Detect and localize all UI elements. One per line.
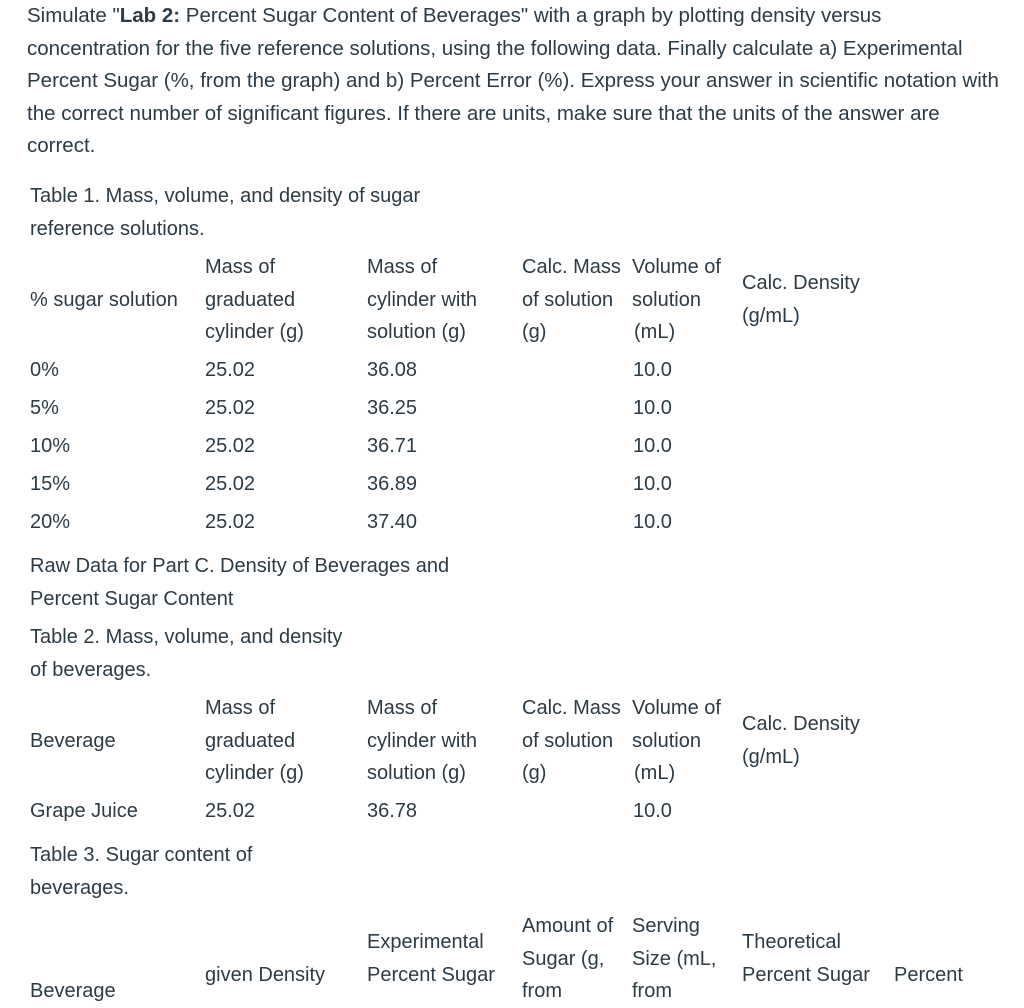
table2-header-cyl xyxy=(205,692,304,790)
table-row-vol: 10.0 xyxy=(633,397,672,419)
header-line: (g/mL) xyxy=(742,745,800,768)
table2-header-cylsol xyxy=(367,692,477,790)
table-row-cylsol: 36.78 xyxy=(367,800,418,822)
header-line: of solution xyxy=(522,288,614,311)
header-line: (mL) xyxy=(634,321,676,343)
header-line: Size (mL, xyxy=(632,947,717,970)
table-row-pct: 15% xyxy=(30,473,71,495)
header-line: Serving xyxy=(632,915,700,937)
table3-caption-line2: beverages. xyxy=(30,876,129,899)
table-row-pct: 10% xyxy=(30,435,71,457)
header-line: cylinder (g) xyxy=(205,321,304,343)
header-line: Percent Sugar xyxy=(742,963,870,986)
table3-caption xyxy=(30,839,252,904)
table-row-cyl: 25.02 xyxy=(205,435,256,457)
problem-post: Percent Sugar Content of Beverages" with a graph by plotting density versus concentration for the five reference solutions, using the following data. Finally calculate a) Experimental Percent Sugar (%, from the graph) and b) Percent Error (%). Express your answer in scientific notation with the correct number of significant figures. If there are units, make sure that the units of the answer are correct. xyxy=(27,4,999,157)
table1-caption-line2: reference solutions. xyxy=(30,217,205,240)
problem-statement xyxy=(27,0,1002,163)
table1-header-cylsol xyxy=(367,251,477,349)
partc-heading xyxy=(30,550,449,615)
table2-caption-line1: Table 2. Mass, volume, and density xyxy=(30,626,343,648)
header-line: graduated xyxy=(205,729,296,752)
header-line: of solution xyxy=(522,729,614,752)
table-row-vol: 10.0 xyxy=(633,359,672,381)
header-line: Sugar (g, xyxy=(522,947,605,970)
header-line: from xyxy=(522,980,562,1002)
partc-line1: Raw Data for Part C. Density of Beverages and xyxy=(30,555,450,577)
table2-header-density xyxy=(742,708,860,773)
header-line: solution (g) xyxy=(367,762,466,784)
header-line: cylinder (g) xyxy=(205,762,304,784)
partc-line2: Percent Sugar Content xyxy=(30,587,234,610)
header-line: Theoretical xyxy=(742,931,841,953)
table3-header-exp-pct xyxy=(367,926,495,991)
table-row-cyl: 25.02 xyxy=(205,397,256,419)
header-line: Volume of xyxy=(632,697,721,719)
table3-header-beverage: Beverage xyxy=(30,980,116,1002)
table-row-cyl: 25.02 xyxy=(205,359,256,381)
header-line: solution xyxy=(632,729,701,752)
table3-header-theoretical xyxy=(742,926,870,991)
problem-lab-title: Lab 2: xyxy=(119,4,181,27)
header-line: Calc. Mass xyxy=(522,697,621,719)
header-line: Calc. Density xyxy=(742,713,860,735)
table1-caption-line1: Table 1. Mass, volume, and density of sugar xyxy=(30,185,421,207)
header-line: graduated xyxy=(205,288,296,311)
table1-header-density xyxy=(742,267,860,332)
table2-header-volume xyxy=(632,692,721,790)
table1-header-mass xyxy=(522,251,621,349)
header-line: Experimental xyxy=(367,931,484,953)
header-line: cylinder with xyxy=(367,729,478,752)
table-row-cylsol: 36.08 xyxy=(367,359,418,381)
header-line: Mass of xyxy=(367,256,438,278)
header-line: Amount of xyxy=(522,915,614,937)
table2-header-mass xyxy=(522,692,621,790)
header-line: Mass of xyxy=(205,697,276,719)
table1-header-cyl xyxy=(205,251,304,349)
header-line: Calc. Mass xyxy=(522,256,621,278)
table-row-pct: 5% xyxy=(30,397,59,419)
table-row-cyl: 25.02 xyxy=(205,511,256,533)
table3-header-density: given Density xyxy=(205,964,326,986)
table-row-vol: 10.0 xyxy=(633,511,672,533)
header-line: Volume of xyxy=(632,256,721,278)
problem-pre: Simulate " xyxy=(27,4,120,27)
table2-caption xyxy=(30,621,342,686)
table-row-cyl: 25.02 xyxy=(205,473,256,495)
table3-header-serving xyxy=(632,910,716,1008)
table3-header-percent-error: Percent xyxy=(894,964,963,986)
table-row-vol: 10.0 xyxy=(633,473,672,495)
table-row-cylsol: 36.89 xyxy=(367,473,418,495)
table-row-pct: 20% xyxy=(30,511,71,533)
table3-header-sugar-amount xyxy=(522,910,613,1008)
header-line: Mass of xyxy=(367,697,438,719)
table2-header-beverage: Beverage xyxy=(30,730,116,752)
table-row-vol: 10.0 xyxy=(633,435,672,457)
header-line: (g/mL) xyxy=(742,304,800,327)
header-line: (mL) xyxy=(634,762,676,784)
table-row-cylsol: 36.25 xyxy=(367,397,418,419)
header-line: (g) xyxy=(522,321,547,343)
header-line: from xyxy=(632,980,672,1002)
header-line: Calc. Density xyxy=(742,272,860,294)
table-row-cylsol: 37.40 xyxy=(367,511,418,533)
header-line: Percent Sugar xyxy=(367,963,495,986)
table-row-cylsol: 36.71 xyxy=(367,435,418,457)
table1-caption xyxy=(30,180,420,245)
table2-caption-line2: of beverages. xyxy=(30,658,152,681)
header-line: (g) xyxy=(522,762,547,784)
header-line: Mass of xyxy=(205,256,276,278)
table1-header-volume xyxy=(632,251,721,349)
table-row-vol: 10.0 xyxy=(633,800,672,822)
table-row-pct: 0% xyxy=(30,359,59,381)
table3-caption-line1: Table 3. Sugar content of xyxy=(30,844,253,866)
header-line: cylinder with xyxy=(367,288,478,311)
table-row-beverage: Grape Juice xyxy=(30,800,138,822)
header-line: solution (g) xyxy=(367,321,466,343)
table-row-cyl: 25.02 xyxy=(205,800,256,822)
header-line: solution xyxy=(632,288,701,311)
table1-header-pct: % sugar solution xyxy=(30,289,178,311)
